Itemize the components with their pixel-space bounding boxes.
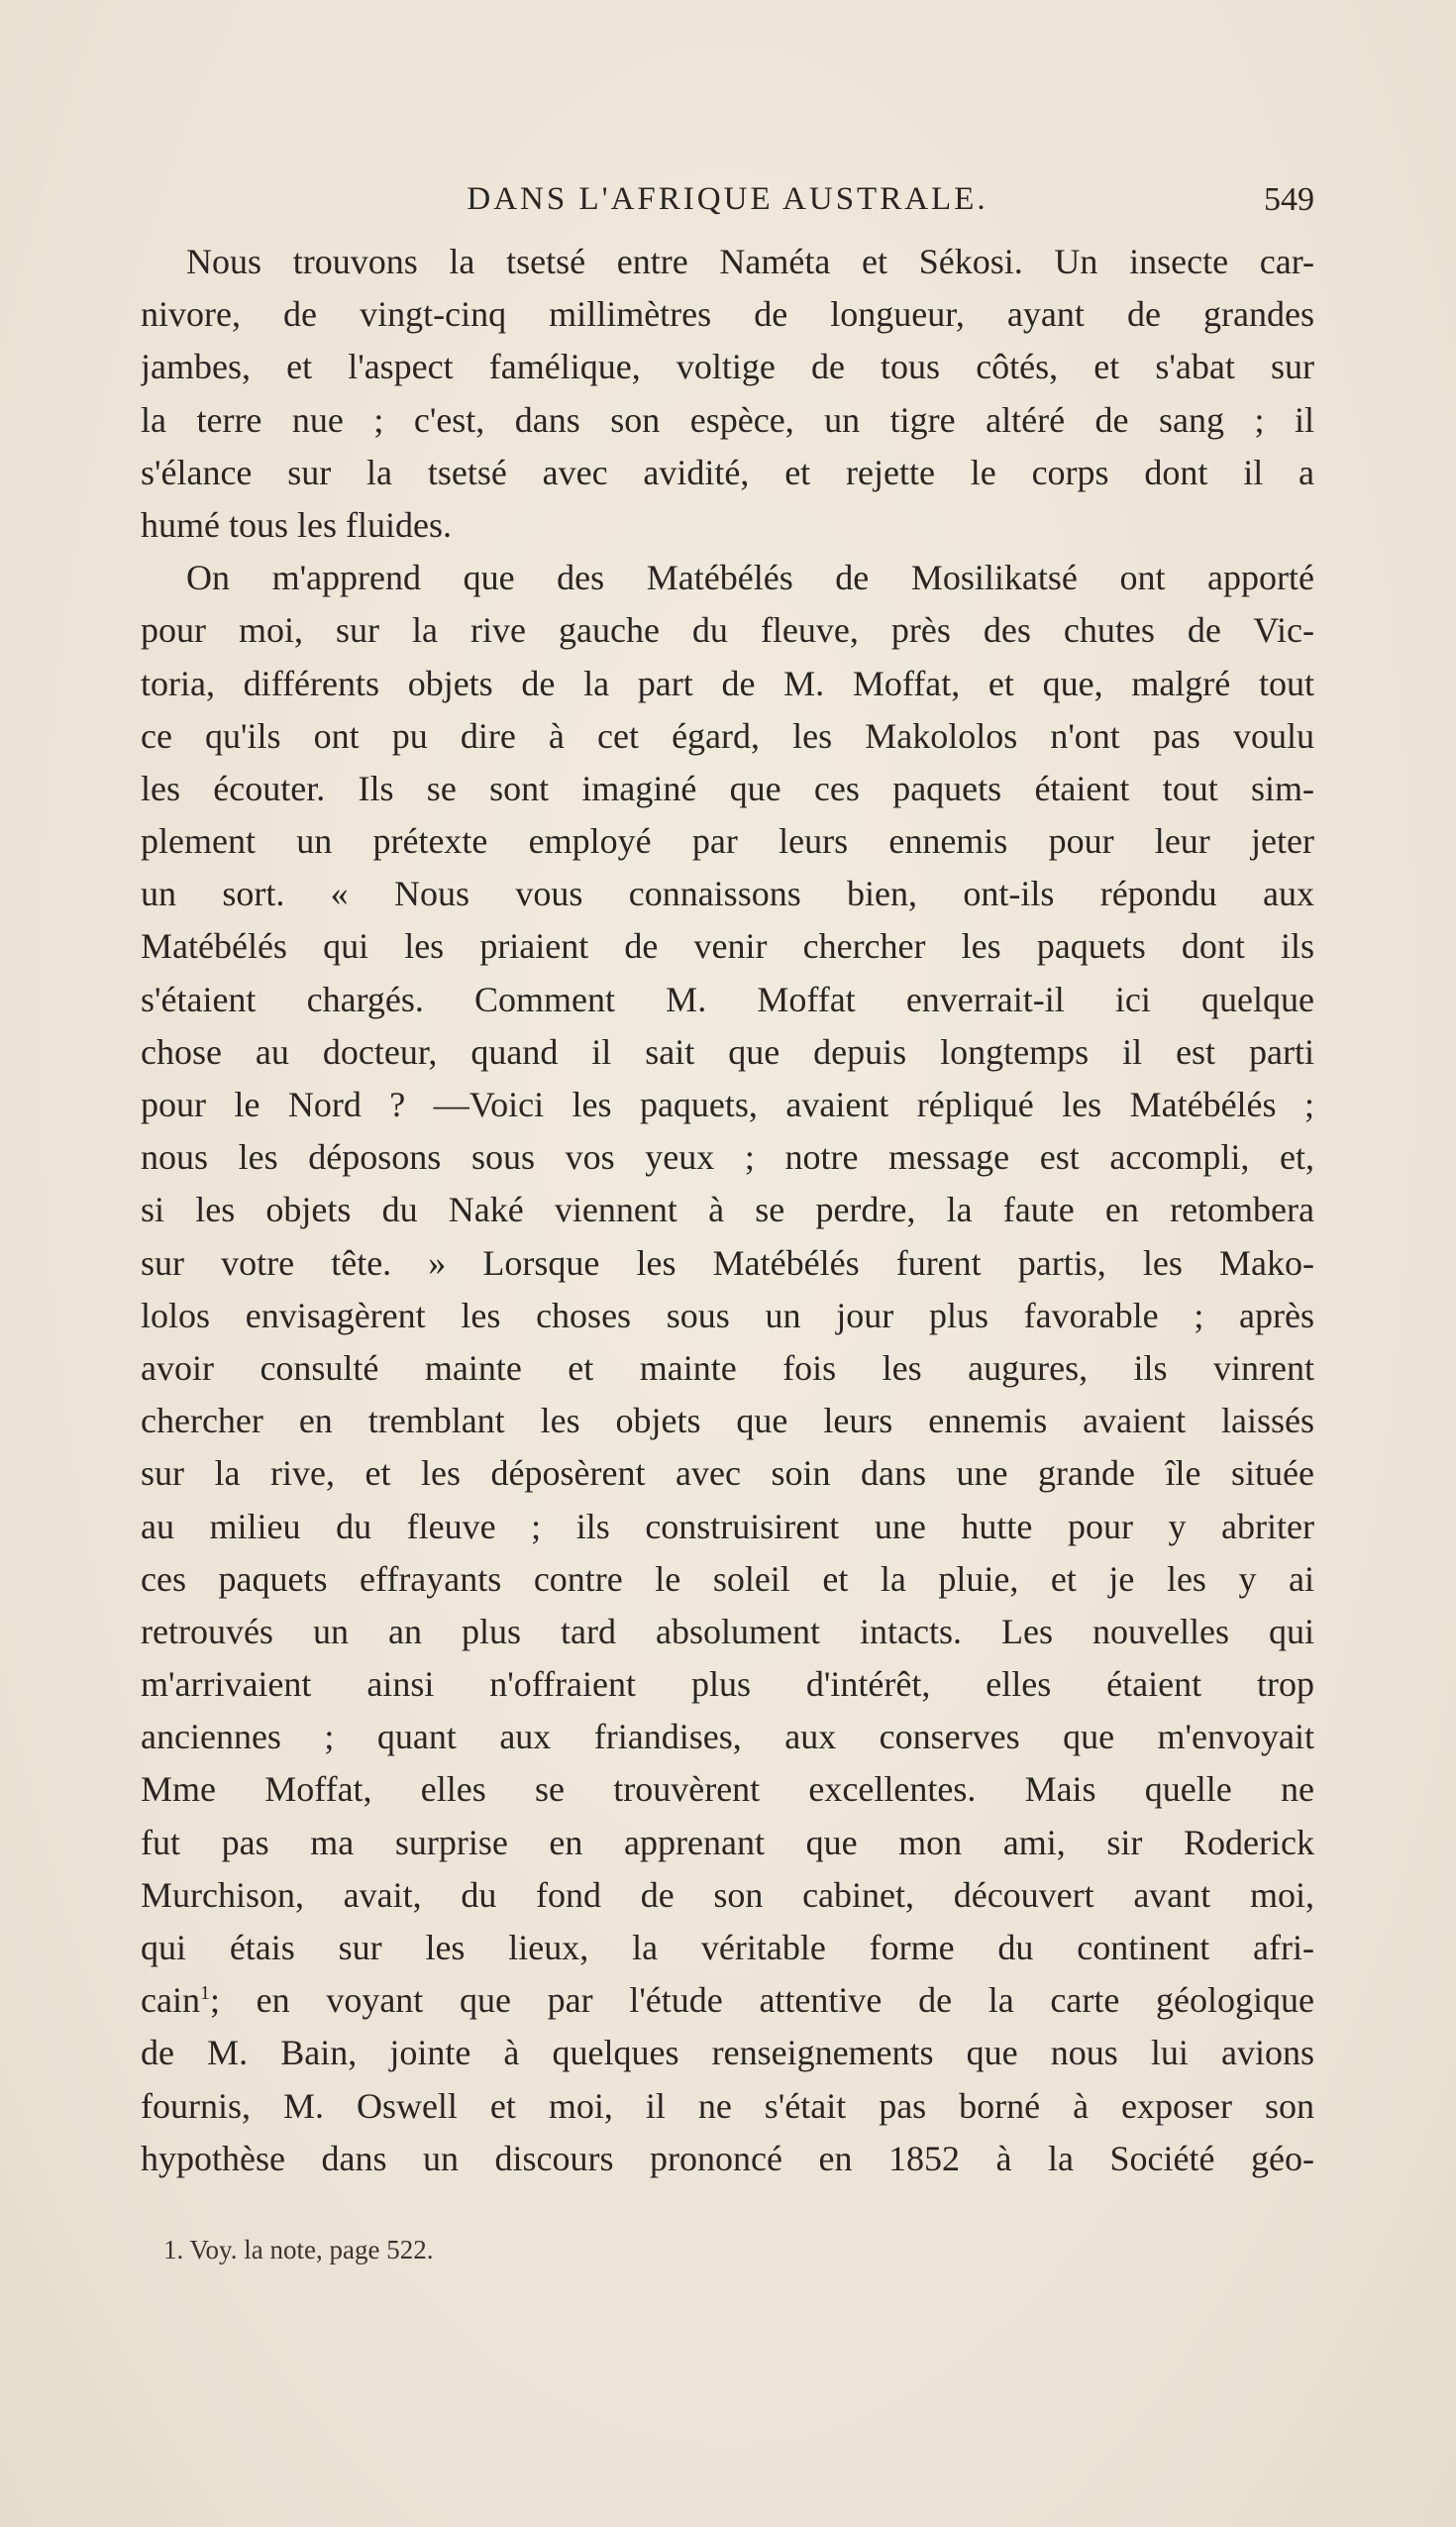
footnote-ref: 1: [199, 1982, 210, 2005]
text-line: Nous trouvons la tsetsé entre Naméta et Sékosi. Un insecte car-: [186, 242, 1314, 281]
text-line: si les objets du Naké viennent à se perdre, la faute en retombera: [141, 1190, 1314, 1230]
text-line: Matébélés qui les priaient de venir chercher les paquets dont ils: [141, 926, 1314, 967]
text-line: s'étaient chargés. Comment M. Moffat enverrait-il ici quelque: [141, 979, 1314, 1019]
text-line: On m'apprend que des Matébélés de Mosilikatsé ont apporté: [186, 558, 1314, 598]
text-line: pour moi, sur la rive gauche du fleuve, près des chutes de Vic-: [141, 610, 1314, 651]
text-line: Murchison, avait, du fond de son cabinet, découvert avant moi,: [141, 1874, 1314, 1915]
text-line: humé tous les fluides.: [141, 504, 452, 545]
text-line: sur la rive, et les déposèrent avec soin dans une grande île située: [141, 1453, 1314, 1494]
text-line: ce qu'ils ont pu dire à cet égard, les Makololos n'ont pas voulu: [141, 715, 1314, 756]
page-number: 549: [1264, 181, 1314, 218]
text-line: hypothèse dans un discours prononcé en 1852 à la Société géo-: [141, 2138, 1314, 2178]
text-line: un sort. « Nous vous connaissons bien, ont-ils répondu aux: [141, 874, 1314, 914]
text-line: nivore, de vingt-cinq millimètres de longueur, ayant de grandes: [141, 294, 1314, 335]
text-line: s'élance sur la tsetsé avec avidité, et rejette le corps dont il a: [141, 452, 1314, 492]
text-line: qui étais sur les lieux, la véritable forme du continent afri-: [141, 1928, 1314, 1967]
text-line: plement un prétexte employé par leurs ennemis pour leur jeter: [141, 821, 1314, 862]
paragraph-2: [141, 552, 1314, 2185]
text-line-with-footnote-ref: [141, 1974, 1314, 2027]
text-line: fut pas ma surprise en apprenant que mon ami, sir Roderick: [141, 1822, 1314, 1862]
footnote: 1. Voy. la note, page 522.: [163, 2235, 434, 2264]
text-line: ces paquets effrayants contre le soleil et la pluie, et je les y ai: [141, 1558, 1314, 1599]
text-line: sur votre tête. » Lorsque les Matébélés furent partis, les Mako-: [141, 1242, 1314, 1283]
paragraph-1: [141, 236, 1314, 552]
text-line: m'arrivaient ainsi n'offraient plus d'intérêt, elles étaient trop: [141, 1664, 1314, 1705]
running-head: [141, 173, 1314, 233]
text-line: de M. Bain, jointe à quelques renseignements que nous lui avions: [141, 2033, 1314, 2073]
text-line: chose au docteur, quand il sait que depuis longtemps il est parti: [141, 1031, 1314, 1072]
text-line: au milieu du fleuve ; ils construisirent une hutte pour y abriter: [141, 1506, 1314, 1546]
text-line: fournis, M. Oswell et moi, il ne s'était pas borné à exposer son: [141, 2085, 1314, 2126]
text-line: avoir consulté mainte et mainte fois les augures, ils vinrent: [141, 1347, 1314, 1388]
text-line: retrouvés un an plus tard absolument intacts. Les nouvelles qui: [141, 1611, 1314, 1651]
text-line: chercher en tremblant les objets que leurs ennemis avaient laissés: [141, 1401, 1314, 1441]
text-fragment: ; en voyant que par l'étude attentive de la carte géologique: [209, 1980, 1314, 2021]
text-line: lolos envisagèrent les choses sous un jour plus favorable ; après: [141, 1295, 1314, 1335]
text-line: jambes, et l'aspect famélique, voltige de tous côtés, et s'abat sur: [141, 347, 1314, 387]
text-line: pour le Nord ? —Voici les paquets, avaient répliqué les Matébélés ;: [141, 1085, 1314, 1124]
body-text: [141, 236, 1314, 2185]
text-fragment: cain: [141, 1980, 200, 2021]
text-line: toria, différents objets de la part de M. Moffat, et que, malgré tout: [141, 663, 1314, 703]
text-line: anciennes ; quant aux friandises, aux conserves que m'envoyait: [141, 1717, 1314, 1757]
running-title: DANS L'AFRIQUE AUSTRALE.: [467, 181, 988, 217]
text-line: nous les déposons sous vos yeux ; notre message est accompli, et,: [141, 1137, 1314, 1178]
text-line: les écouter. Ils se sont imaginé que ces paquets étaient tout sim-: [141, 768, 1314, 808]
text-line: la terre nue ; c'est, dans son espèce, un tigre altéré de sang ; il: [141, 399, 1314, 440]
text-line: Mme Moffat, elles se trouvèrent excellentes. Mais quelle ne: [141, 1769, 1314, 1810]
